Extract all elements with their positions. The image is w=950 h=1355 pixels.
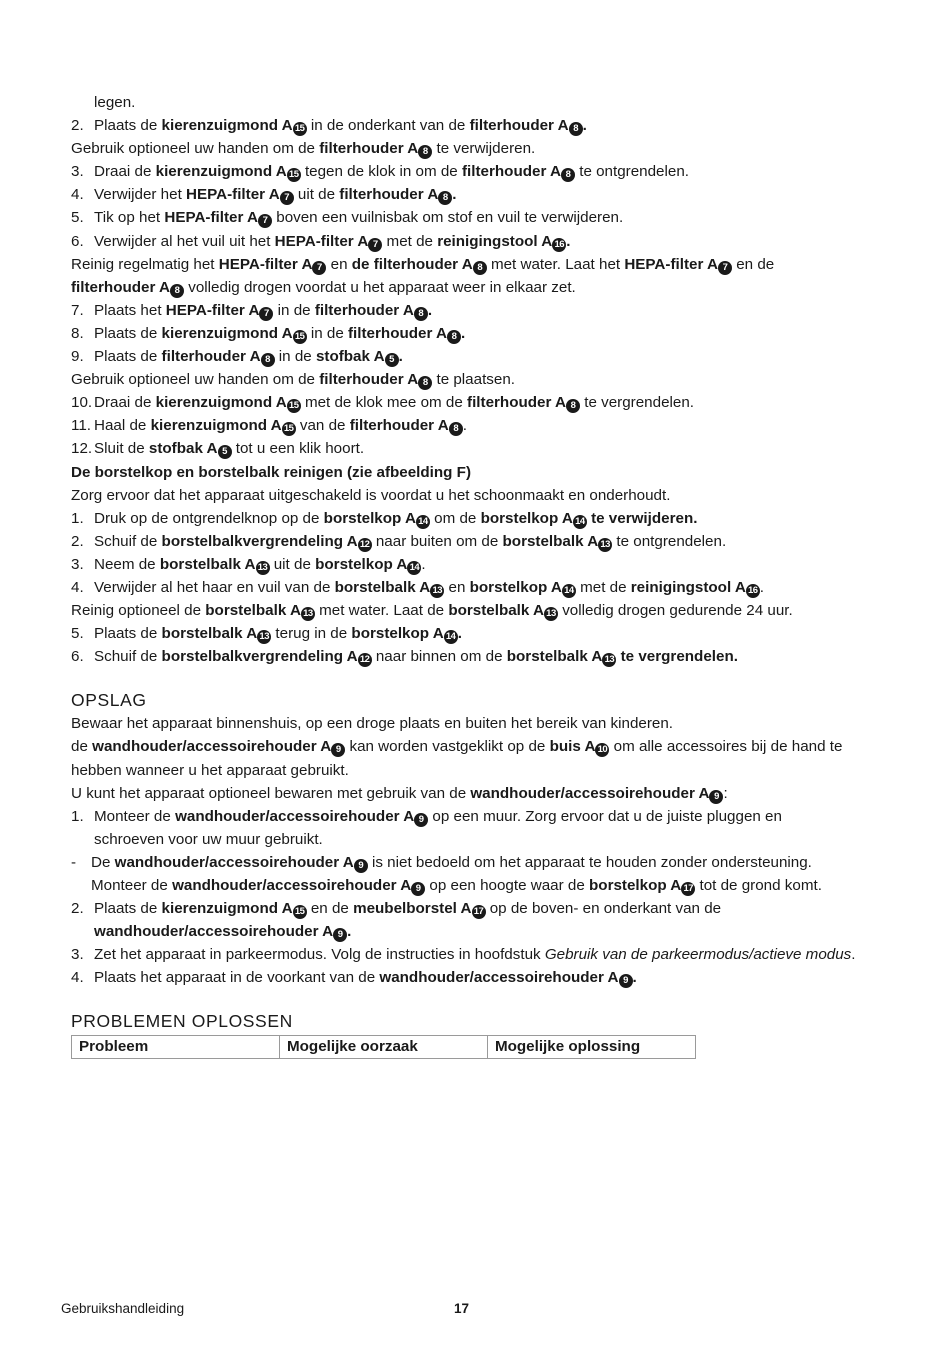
storage-heading: OPSLAG xyxy=(71,690,147,711)
ref-circle: 8 xyxy=(414,307,428,321)
ref-circle: 14 xyxy=(407,561,421,575)
ref-circle: 15 xyxy=(293,122,307,136)
ref-circle: 16 xyxy=(746,584,760,598)
ref-circle: 8 xyxy=(561,168,575,182)
storage-p1: Bewaar het apparaat binnenshuis, op een droge plaats en buiten het bereik van kinderen. xyxy=(71,715,674,733)
ref-circle: 8 xyxy=(566,399,580,413)
ref-circle: 8 xyxy=(418,145,432,159)
storage-dash-note: - De wandhouder/accessoirehouder A 9 is niet bedoeld om het apparaat te houden zonder ondersteuning. Monteer de wandhouder/accessoirehouder A 9 op een hoogte waar de borstelkop A 17 tot de grond komt. xyxy=(71,853,822,894)
troubleshooting-table xyxy=(71,1035,696,1059)
storage-step-3: 3. Zet het apparaat in parkeermodus. Volg de instructies in hoofdstuk Gebruik van de parkeermodus/actieve modus. xyxy=(71,946,856,964)
ref-circle: 9 xyxy=(354,859,368,873)
ref-circle: 15 xyxy=(287,399,301,413)
step-continuation: legen. xyxy=(94,94,136,111)
ref-circle: 12 xyxy=(358,653,372,667)
ref-circle: 13 xyxy=(301,607,315,621)
storage-step-4: 4. Plaats het apparaat in de voorkant van de wandhouder/accessoirehouder A 9 . xyxy=(71,969,637,987)
ref-circle: 7 xyxy=(258,214,272,228)
ref-circle: 8 xyxy=(170,284,184,298)
brush-heading: De borstelkop en borstelbalk reinigen (zie afbeelding F) xyxy=(71,463,472,481)
table-header-row xyxy=(72,1036,696,1059)
ref-circle: 13 xyxy=(256,561,270,575)
ref-circle: 15 xyxy=(293,905,307,919)
step-11: 11. Haal de kierenzuigmond A 15 van de filterhouder A 8 . xyxy=(71,417,467,435)
step-2: 2. Plaats de kierenzuigmond A 15 in de onderkant van de filterhouder A 8 . xyxy=(71,117,587,135)
step-7: 7. Plaats het HEPA-filter A 7 in de filterhouder A 8 . xyxy=(71,301,433,319)
note-6b: filterhouder A 8 volledig drogen voordat u het apparaat weer in elkaar zet. xyxy=(71,278,576,296)
ref-circle: 15 xyxy=(287,168,301,182)
ref-circle: 8 xyxy=(447,330,461,344)
ref-circle: 5 xyxy=(218,445,232,459)
ref-circle: 7 xyxy=(259,307,273,321)
step-6: 6. Verwijder al het vuil uit het HEPA-filter A 7 met de reinigingstool A 16 . xyxy=(71,232,571,250)
table-header-cell: Mogelijke oplossing xyxy=(487,1036,695,1059)
ref-circle: 17 xyxy=(681,882,695,896)
ref-circle: 8 xyxy=(438,191,452,205)
ref-circle: 7 xyxy=(312,261,326,275)
step-10: 10. Draai de kierenzuigmond A 15 met de klok mee om de filterhouder A 8 te vergrendelen. xyxy=(71,394,695,412)
ref-circle: 14 xyxy=(573,515,587,529)
brush-step-6: 6. Schuif de borstelbalkvergrendeling A 12 naar binnen om de borstelbalk A 13 te vergrendelen. xyxy=(71,648,738,666)
ref-circle: 16 xyxy=(552,238,566,252)
ref-circle: 15 xyxy=(282,422,296,436)
table-header-cell: Mogelijke oorzaak xyxy=(279,1036,487,1059)
ref-circle: 14 xyxy=(562,584,576,598)
ref-circle: 8 xyxy=(449,422,463,436)
brush-step-2: 2. Schuif de borstelbalkvergrendeling A 12 naar buiten om de borstelbalk A 13 te ontgrendelen. xyxy=(71,532,727,550)
brush-step-3: 3. Neem de borstelbalk A 13 uit de borstelkop A 14 . xyxy=(71,555,426,573)
ref-circle: 9 xyxy=(619,974,633,988)
note-6a: Reinig regelmatig het HEPA-filter A 7 en de filterhouder A 8 met water. Laat het HEPA-filter A 7 en de xyxy=(71,255,775,273)
ref-circle: 8 xyxy=(473,261,487,275)
ref-circle: 7 xyxy=(368,238,382,252)
ref-circle: 5 xyxy=(385,353,399,367)
ref-circle: 13 xyxy=(257,630,271,644)
note-9: Gebruik optioneel uw handen om de filterhouder A 8 te plaatsen. xyxy=(71,371,515,389)
storage-step-1: 1. Monteer de wandhouder/accessoirehouder A 9 op een muur. Zorg ervoor dat u de juiste pluggen en schroeven voor uw muur gebruikt. xyxy=(71,807,782,848)
ref-circle: 14 xyxy=(416,515,430,529)
ref-circle: 8 xyxy=(261,353,275,367)
brush-step-4: 4. Verwijder al het haar en vuil van de borstelbalk A 13 en borstelkop A 14 met de reinigingstool A 16 . xyxy=(71,578,765,596)
step-12: 12. Sluit de stofbak A 5 tot u een klik hoort. xyxy=(71,440,365,458)
step-3: 3. Draai de kierenzuigmond A 15 tegen de klok in om de filterhouder A 8 te ontgrendelen. xyxy=(71,163,689,181)
page-content xyxy=(71,91,871,1059)
footer-label: Gebruikshandleiding xyxy=(61,1301,185,1316)
ref-circle: 17 xyxy=(472,905,486,919)
ref-circle: 7 xyxy=(280,191,294,205)
ref-circle: 9 xyxy=(331,743,345,757)
ref-circle: 15 xyxy=(293,330,307,344)
brush-step-1: 1. Druk op de ontgrendelknop op de borstelkop A 14 om de borstelkop A 14 te verwijderen. xyxy=(71,509,698,527)
ref-circle: 14 xyxy=(444,630,458,644)
ref-circle: 9 xyxy=(333,928,347,942)
ref-circle: 12 xyxy=(358,538,372,552)
step-4: 4. Verwijder het HEPA-filter A 7 uit de filterhouder A 8 . xyxy=(71,186,457,204)
troubleshooting-heading: PROBLEMEN OPLOSSEN xyxy=(71,1011,293,1032)
ref-circle: 9 xyxy=(709,790,723,804)
brush-step-5: 5. Plaats de borstelbalk A 13 terug in de borstelkop A 14 . xyxy=(71,625,462,643)
ref-circle: 9 xyxy=(414,813,428,827)
note-2: Gebruik optioneel uw handen om de filterhouder A 8 te verwijderen. xyxy=(71,140,536,158)
ref-circle: 8 xyxy=(418,376,432,390)
brush-intro: Zorg ervoor dat het apparaat uitgeschakeld is voordat u het schoonmaakt en onderhoudt. xyxy=(71,486,671,504)
ref-circle: 7 xyxy=(718,261,732,275)
table-header-cell: Probleem xyxy=(72,1036,280,1059)
storage-p3: U kunt het apparaat optioneel bewaren met gebruik van de wandhouder/accessoirehouder A 9 : xyxy=(71,784,728,802)
storage-p2: de wandhouder/accessoirehouder A 9 kan worden vastgeklikt op de buis A 10 om alle accessoires bij de hand te hebben wanneer u het apparaat gebruikt. xyxy=(71,738,843,779)
step-9: 9. Plaats de filterhouder A 8 in de stofbak A 5 . xyxy=(71,348,403,366)
ref-circle: 13 xyxy=(602,653,616,667)
step-5: 5. Tik op het HEPA-filter A 7 boven een vuilnisbak om stof en vuil te verwijderen. xyxy=(71,209,624,227)
ref-circle: 13 xyxy=(598,538,612,552)
page-number: 17 xyxy=(454,1301,470,1316)
ref-circle: 10 xyxy=(595,743,609,757)
brush-note-4: Reinig optioneel de borstelbalk A 13 met water. Laat de borstelbalk A 13 volledig drogen gedurende 24 uur. xyxy=(71,602,793,620)
ref-circle: 13 xyxy=(430,584,444,598)
ref-circle: 13 xyxy=(544,607,558,621)
ref-circle: 8 xyxy=(569,122,583,136)
storage-step-2: 2. Plaats de kierenzuigmond A 15 en de meubelborstel A 17 op de boven- en onderkant van de wandhouder/accessoirehouder A 9 . xyxy=(71,900,722,941)
ref-circle: 9 xyxy=(411,882,425,896)
step-8: 8. Plaats de kierenzuigmond A 15 in de filterhouder A 8 . xyxy=(71,324,466,342)
